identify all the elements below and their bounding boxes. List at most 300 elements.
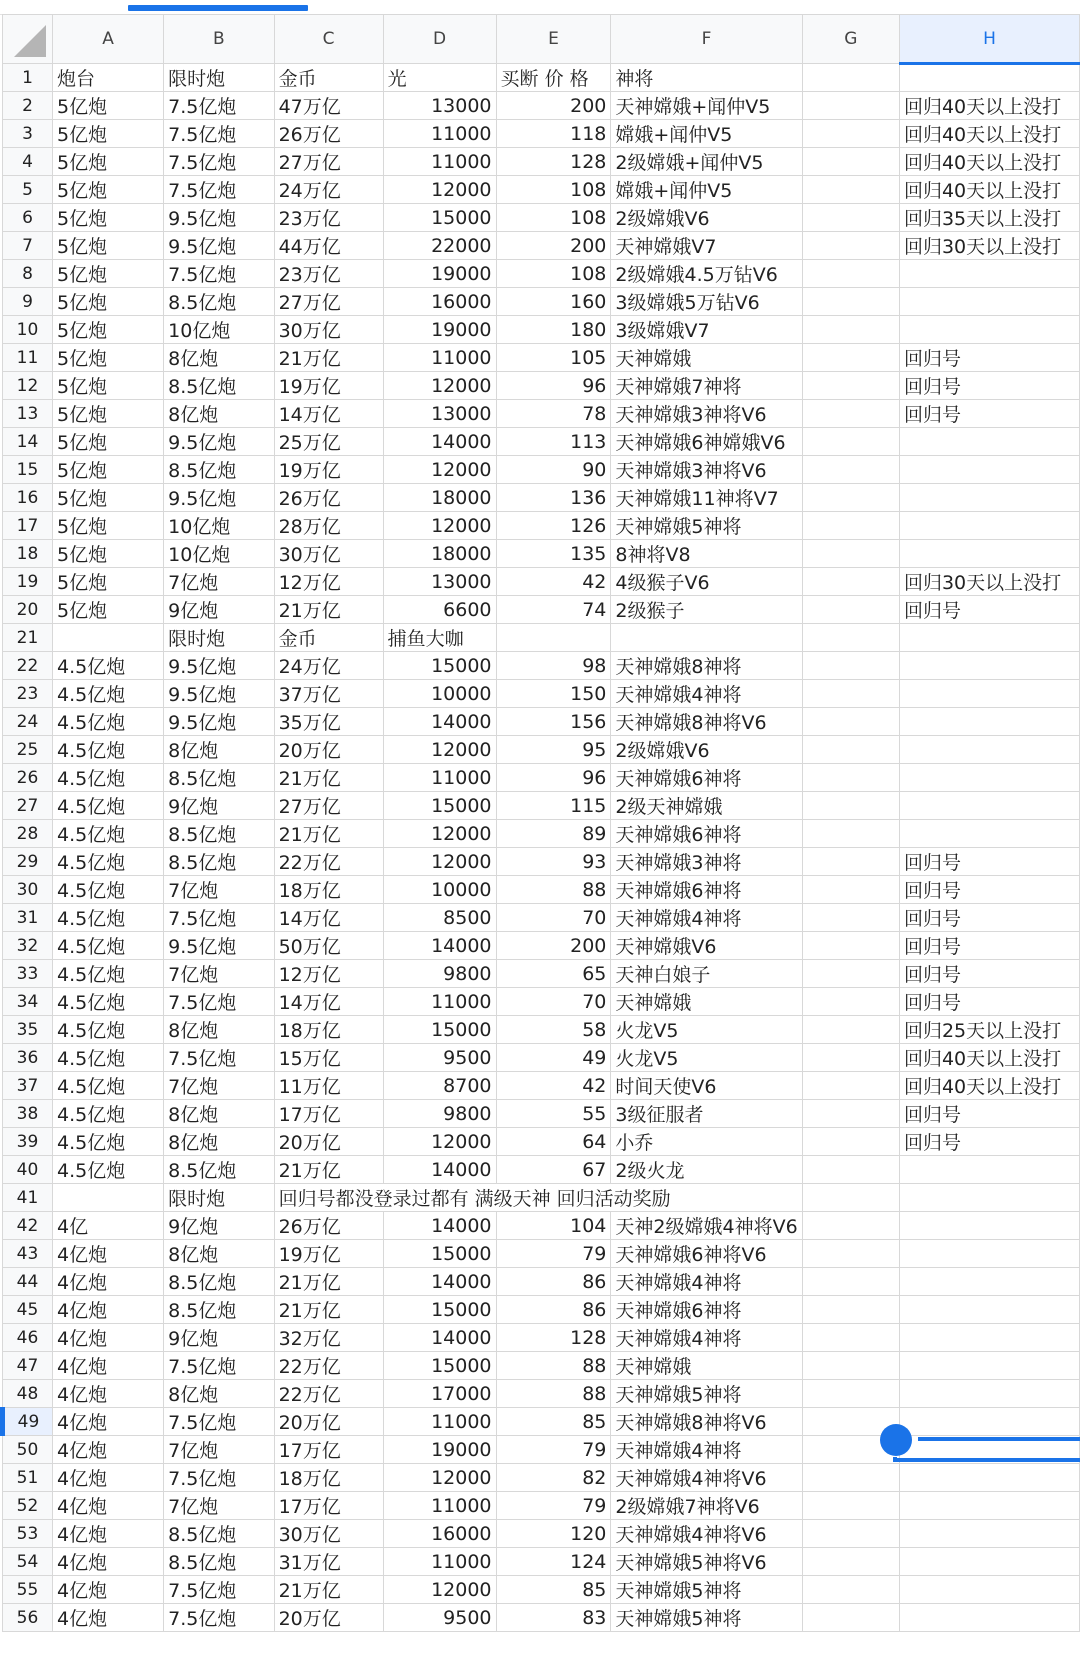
cell-e[interactable]: 78 (496, 400, 611, 428)
cell-b[interactable]: 9亿炮 (164, 1324, 274, 1352)
cell-g[interactable] (802, 932, 899, 960)
cell-f[interactable]: 天神嫦娥4神将 (611, 1324, 802, 1352)
row-header[interactable]: 9 (3, 288, 53, 316)
cell-g[interactable] (802, 344, 899, 372)
row-header[interactable]: 11 (3, 344, 53, 372)
row-header[interactable]: 18 (3, 540, 53, 568)
cell-h[interactable] (899, 1520, 1079, 1548)
cell-g[interactable] (802, 120, 899, 148)
cell-d[interactable]: 8500 (383, 904, 496, 932)
cell-f[interactable]: 天神嫦娥5神将V6 (611, 1548, 802, 1576)
cell-e[interactable]: 98 (496, 652, 611, 680)
cell-e[interactable]: 42 (496, 568, 611, 596)
cell-h[interactable] (899, 764, 1079, 792)
cell-f[interactable]: 天神嫦娥6神嫦娥V6 (611, 428, 802, 456)
cell-c[interactable]: 20万亿 (274, 1408, 383, 1436)
cell-b[interactable]: 9.5亿炮 (164, 932, 274, 960)
cell-f[interactable]: 天神嫦娥V6 (611, 932, 802, 960)
cell-f[interactable]: 2级嫦娥4.5万钻V6 (611, 260, 802, 288)
cell-f[interactable]: 2级猴子 (611, 596, 802, 624)
cell-c[interactable]: 26万亿 (274, 484, 383, 512)
cell-b[interactable]: 8.5亿炮 (164, 1520, 274, 1548)
cell-d[interactable]: 15000 (383, 1240, 496, 1268)
cell-d[interactable]: 15000 (383, 1016, 496, 1044)
cell-h[interactable] (899, 1408, 1079, 1436)
cell-g[interactable] (802, 1156, 899, 1184)
cell-b[interactable]: 8.5亿炮 (164, 288, 274, 316)
cell-h[interactable]: 回归40天以上没打 (899, 176, 1079, 204)
cell-f[interactable]: 2级嫦娥+闻仲V5 (611, 148, 802, 176)
row-header[interactable]: 14 (3, 428, 53, 456)
row-header[interactable]: 39 (3, 1128, 53, 1156)
cell-f[interactable]: 天神嫦娥11神将V7 (611, 484, 802, 512)
cell-c[interactable]: 20万亿 (274, 736, 383, 764)
cell-a[interactable]: 4亿炮 (52, 1352, 163, 1380)
cell-d[interactable]: 10000 (383, 876, 496, 904)
row-header[interactable]: 42 (3, 1212, 53, 1240)
cell-e[interactable]: 93 (496, 848, 611, 876)
cell-a[interactable]: 4亿炮 (52, 1324, 163, 1352)
cell-g[interactable] (802, 1492, 899, 1520)
cell-f[interactable]: 天神嫦娥 (611, 988, 802, 1016)
cell-b[interactable]: 7亿炮 (164, 1492, 274, 1520)
cell-a[interactable]: 4亿炮 (52, 1520, 163, 1548)
cell-f[interactable]: 2级火龙 (611, 1156, 802, 1184)
cell-d[interactable]: 14000 (383, 1156, 496, 1184)
cell-h[interactable]: 回归40天以上没打 (899, 1044, 1079, 1072)
cell-a[interactable]: 4.5亿炮 (52, 988, 163, 1016)
cell-h[interactable] (899, 512, 1079, 540)
cell-h[interactable]: 回归号 (899, 988, 1079, 1016)
cell-g[interactable] (802, 148, 899, 176)
cell-e[interactable]: 88 (496, 876, 611, 904)
cell-g[interactable] (802, 792, 899, 820)
cell-g[interactable] (802, 596, 899, 624)
cell-g[interactable] (802, 484, 899, 512)
cell-h[interactable] (899, 652, 1079, 680)
cell-f[interactable]: 3级嫦娥5万钻V6 (611, 288, 802, 316)
cell-c[interactable]: 14万亿 (274, 988, 383, 1016)
cell-d[interactable]: 光 (383, 64, 496, 92)
cell-d[interactable]: 15000 (383, 792, 496, 820)
cell-d[interactable]: 11000 (383, 988, 496, 1016)
cell-h[interactable]: 回归40天以上没打 (899, 1072, 1079, 1100)
cell-e[interactable]: 120 (496, 1520, 611, 1548)
cell-b[interactable]: 8亿炮 (164, 1240, 274, 1268)
cell-d[interactable]: 13000 (383, 92, 496, 120)
cell-g[interactable] (802, 372, 899, 400)
cell-b[interactable]: 8亿炮 (164, 1100, 274, 1128)
cell-h[interactable]: 回归号 (899, 596, 1079, 624)
cell-h[interactable] (899, 1604, 1079, 1632)
cell-a[interactable] (52, 1184, 163, 1212)
cell-f[interactable]: 天神嫦娥V7 (611, 232, 802, 260)
cell-b[interactable]: 7.5亿炮 (164, 1044, 274, 1072)
row-header[interactable]: 10 (3, 316, 53, 344)
cell-b[interactable]: 9.5亿炮 (164, 484, 274, 512)
cell-h[interactable] (899, 792, 1079, 820)
cell-b[interactable]: 8亿炮 (164, 736, 274, 764)
cell-g[interactable] (802, 960, 899, 988)
column-header-f[interactable]: F (611, 15, 802, 64)
cell-b[interactable]: 7亿炮 (164, 1436, 274, 1464)
cell-c[interactable]: 31万亿 (274, 1548, 383, 1576)
cell-c[interactable]: 19万亿 (274, 1240, 383, 1268)
cell-e[interactable]: 160 (496, 288, 611, 316)
cell-c[interactable]: 21万亿 (274, 1576, 383, 1604)
cell-a[interactable]: 4亿炮 (52, 1296, 163, 1324)
cell-a[interactable]: 4亿炮 (52, 1604, 163, 1632)
cell-b[interactable]: 8.5亿炮 (164, 372, 274, 400)
select-all-corner[interactable] (3, 15, 53, 64)
cell-a[interactable]: 4亿炮 (52, 1548, 163, 1576)
cell-d[interactable]: 14000 (383, 428, 496, 456)
row-header[interactable]: 49 (3, 1408, 53, 1436)
cell-c[interactable]: 12万亿 (274, 568, 383, 596)
row-header[interactable]: 31 (3, 904, 53, 932)
cell-b[interactable]: 7亿炮 (164, 960, 274, 988)
cell-f[interactable]: 天神嫦娥+闻仲V5 (611, 92, 802, 120)
cell-b[interactable]: 8亿炮 (164, 1380, 274, 1408)
cell-c[interactable]: 24万亿 (274, 652, 383, 680)
cell-g[interactable] (802, 1268, 899, 1296)
cell-d[interactable]: 12000 (383, 848, 496, 876)
cell-h[interactable] (899, 428, 1079, 456)
cell-g[interactable] (802, 1072, 899, 1100)
cell-f[interactable]: 8神将V8 (611, 540, 802, 568)
cell-a[interactable]: 4亿炮 (52, 1436, 163, 1464)
cell-d[interactable]: 12000 (383, 512, 496, 540)
row-header[interactable]: 1 (3, 64, 53, 92)
cell-e[interactable]: 79 (496, 1240, 611, 1268)
cell-h[interactable]: 回归40天以上没打 (899, 92, 1079, 120)
cell-d[interactable]: 11000 (383, 1548, 496, 1576)
cell-b[interactable]: 7亿炮 (164, 568, 274, 596)
cell-c[interactable]: 17万亿 (274, 1100, 383, 1128)
cell-h[interactable] (899, 456, 1079, 484)
cell-c[interactable]: 12万亿 (274, 960, 383, 988)
cell-a[interactable]: 4亿 (52, 1212, 163, 1240)
cell-f[interactable]: 神将 (611, 64, 802, 92)
cell-f[interactable]: 天神嫦娥5神将 (611, 1380, 802, 1408)
row-header[interactable]: 15 (3, 456, 53, 484)
cell-d[interactable]: 11000 (383, 344, 496, 372)
cell-c[interactable]: 21万亿 (274, 1268, 383, 1296)
cell-h[interactable] (899, 736, 1079, 764)
cell-c[interactable]: 24万亿 (274, 176, 383, 204)
cell-c[interactable]: 23万亿 (274, 204, 383, 232)
cell-h[interactable] (899, 1240, 1079, 1268)
cell-g[interactable] (802, 204, 899, 232)
cell-a[interactable]: 4.5亿炮 (52, 792, 163, 820)
cell-c[interactable]: 17万亿 (274, 1492, 383, 1520)
cell-h[interactable] (899, 1184, 1079, 1212)
cell-e[interactable]: 135 (496, 540, 611, 568)
cell-g[interactable] (802, 540, 899, 568)
cell-b[interactable]: 8.5亿炮 (164, 1156, 274, 1184)
cell-a[interactable]: 4.5亿炮 (52, 1016, 163, 1044)
cell-d[interactable]: 11000 (383, 764, 496, 792)
cell-f[interactable]: 3级征服者 (611, 1100, 802, 1128)
cell-f[interactable]: 天神嫦娥8神将V6 (611, 1408, 802, 1436)
cell-a[interactable]: 4.5亿炮 (52, 1044, 163, 1072)
cell-b[interactable]: 限时炮 (164, 624, 274, 652)
cell-h[interactable] (899, 1268, 1079, 1296)
cell-h[interactable] (899, 1492, 1079, 1520)
cell-c[interactable]: 18万亿 (274, 1016, 383, 1044)
cell-a[interactable]: 4.5亿炮 (52, 708, 163, 736)
cell-d[interactable]: 19000 (383, 316, 496, 344)
cell-c[interactable]: 14万亿 (274, 904, 383, 932)
cell-a[interactable]: 4亿炮 (52, 1408, 163, 1436)
row-header[interactable]: 5 (3, 176, 53, 204)
cell-c[interactable]: 27万亿 (274, 792, 383, 820)
cell-c[interactable]: 15万亿 (274, 1044, 383, 1072)
cell-e[interactable]: 83 (496, 1604, 611, 1632)
row-header[interactable]: 56 (3, 1604, 53, 1632)
cell-a[interactable]: 4.5亿炮 (52, 736, 163, 764)
cell-h[interactable]: 回归号 (899, 904, 1079, 932)
cell-e[interactable]: 128 (496, 148, 611, 176)
cell-a[interactable]: 4亿炮 (52, 1492, 163, 1520)
row-header[interactable]: 12 (3, 372, 53, 400)
row-header[interactable]: 40 (3, 1156, 53, 1184)
cell-e[interactable]: 74 (496, 596, 611, 624)
cell-b[interactable]: 9.5亿炮 (164, 204, 274, 232)
cell-d[interactable]: 12000 (383, 372, 496, 400)
cell-f[interactable]: 2级嫦娥V6 (611, 736, 802, 764)
cell-d[interactable]: 19000 (383, 260, 496, 288)
cell-a[interactable]: 5亿炮 (52, 456, 163, 484)
cell-g[interactable] (802, 316, 899, 344)
row-header[interactable]: 38 (3, 1100, 53, 1128)
cell-f[interactable]: 天神嫦娥6神将 (611, 820, 802, 848)
cell-g[interactable] (802, 232, 899, 260)
cell-c[interactable]: 22万亿 (274, 848, 383, 876)
cell-a[interactable]: 5亿炮 (52, 92, 163, 120)
selection-drag-handle[interactable] (880, 1424, 912, 1456)
cell-d[interactable]: 15000 (383, 1352, 496, 1380)
row-header[interactable]: 20 (3, 596, 53, 624)
cell-g[interactable] (802, 176, 899, 204)
cell-b[interactable]: 10亿炮 (164, 540, 274, 568)
cell-g[interactable] (802, 428, 899, 456)
row-header[interactable]: 43 (3, 1240, 53, 1268)
cell-h[interactable]: 回归号 (899, 372, 1079, 400)
cell-g[interactable] (802, 1324, 899, 1352)
cell-b[interactable]: 7.5亿炮 (164, 148, 274, 176)
cell-f[interactable]: 天神2级嫦娥4神将V6 (611, 1212, 802, 1240)
cell-h[interactable]: 回归号 (899, 400, 1079, 428)
cell-f[interactable]: 天神嫦娥7神将 (611, 372, 802, 400)
cell-g[interactable] (802, 1380, 899, 1408)
cell-e[interactable]: 55 (496, 1100, 611, 1128)
cell-g[interactable] (802, 1044, 899, 1072)
cell-c[interactable]: 14万亿 (274, 400, 383, 428)
cell-g[interactable] (802, 876, 899, 904)
row-header[interactable]: 24 (3, 708, 53, 736)
cell-a[interactable]: 5亿炮 (52, 372, 163, 400)
cell-e[interactable]: 156 (496, 708, 611, 736)
cell-b[interactable]: 9亿炮 (164, 596, 274, 624)
row-header[interactable]: 21 (3, 624, 53, 652)
row-header[interactable]: 44 (3, 1268, 53, 1296)
cell-b[interactable]: 8.5亿炮 (164, 1296, 274, 1324)
row-header[interactable]: 26 (3, 764, 53, 792)
cell-f[interactable]: 火龙V5 (611, 1016, 802, 1044)
cell-a[interactable]: 4.5亿炮 (52, 960, 163, 988)
cell-h[interactable]: 回归35天以上没打 (899, 204, 1079, 232)
cell-f[interactable]: 天神嫦娥4神将 (611, 1436, 802, 1464)
cell-e[interactable]: 200 (496, 92, 611, 120)
cell-a[interactable]: 5亿炮 (52, 484, 163, 512)
cell-e[interactable]: 95 (496, 736, 611, 764)
cell-a[interactable]: 炮台 (52, 64, 163, 92)
cell-e[interactable]: 86 (496, 1296, 611, 1324)
cell-g[interactable] (802, 736, 899, 764)
cell-c[interactable]: 20万亿 (274, 1128, 383, 1156)
cell-c[interactable]: 27万亿 (274, 148, 383, 176)
cell-c[interactable]: 37万亿 (274, 680, 383, 708)
cell-c[interactable]: 30万亿 (274, 1520, 383, 1548)
cell-a[interactable]: 4.5亿炮 (52, 1072, 163, 1100)
cell-c[interactable]: 27万亿 (274, 288, 383, 316)
cell-b[interactable]: 8亿炮 (164, 400, 274, 428)
cell-a[interactable]: 5亿炮 (52, 288, 163, 316)
cell-g[interactable] (802, 288, 899, 316)
cell-a[interactable] (52, 624, 163, 652)
cell-a[interactable]: 5亿炮 (52, 596, 163, 624)
row-header[interactable]: 55 (3, 1576, 53, 1604)
cell-h[interactable] (899, 288, 1079, 316)
cell-a[interactable]: 5亿炮 (52, 120, 163, 148)
cell-c[interactable]: 47万亿 (274, 92, 383, 120)
cell-a[interactable]: 5亿炮 (52, 568, 163, 596)
cell-e[interactable]: 108 (496, 204, 611, 232)
cell-h[interactable] (899, 64, 1079, 92)
cell-b[interactable]: 8亿炮 (164, 344, 274, 372)
cell-a[interactable]: 4亿炮 (52, 1240, 163, 1268)
column-header-h[interactable]: H (899, 15, 1079, 64)
cell-a[interactable]: 5亿炮 (52, 148, 163, 176)
cell-c[interactable]: 25万亿 (274, 428, 383, 456)
cell-b[interactable]: 7.5亿炮 (164, 988, 274, 1016)
row-header[interactable]: 45 (3, 1296, 53, 1324)
cell-h[interactable]: 回归30天以上没打 (899, 568, 1079, 596)
cell-d[interactable]: 12000 (383, 176, 496, 204)
cell-d[interactable]: 14000 (383, 1324, 496, 1352)
cell-e[interactable]: 买断 价 格 (496, 64, 611, 92)
cell-h[interactable]: 回归号 (899, 932, 1079, 960)
cell-d[interactable]: 11000 (383, 1492, 496, 1520)
cell-e[interactable]: 126 (496, 512, 611, 540)
cell-f[interactable]: 天神嫦娥 (611, 344, 802, 372)
row-header[interactable]: 54 (3, 1548, 53, 1576)
cell-a[interactable]: 5亿炮 (52, 428, 163, 456)
cell-e[interactable]: 42 (496, 1072, 611, 1100)
cell-b[interactable]: 8.5亿炮 (164, 1548, 274, 1576)
cell-a[interactable]: 5亿炮 (52, 176, 163, 204)
cell-g[interactable] (802, 764, 899, 792)
cell-a[interactable]: 4.5亿炮 (52, 680, 163, 708)
cell-d[interactable]: 捕鱼大咖 (383, 624, 496, 652)
cell-g[interactable] (802, 456, 899, 484)
cell-e[interactable]: 104 (496, 1212, 611, 1240)
cell-e[interactable]: 70 (496, 988, 611, 1016)
cell-c[interactable]: 回归号都没登录过都有 满级天神 回归活动奖励 (274, 1184, 802, 1212)
cell-d[interactable]: 14000 (383, 932, 496, 960)
cell-c[interactable]: 21万亿 (274, 764, 383, 792)
cell-h[interactable]: 回归25天以上没打 (899, 1016, 1079, 1044)
cell-a[interactable]: 4亿炮 (52, 1464, 163, 1492)
cell-h[interactable] (899, 624, 1079, 652)
cell-e[interactable]: 85 (496, 1576, 611, 1604)
cell-b[interactable]: 7.5亿炮 (164, 1352, 274, 1380)
row-header[interactable]: 48 (3, 1380, 53, 1408)
cell-b[interactable]: 10亿炮 (164, 512, 274, 540)
cell-c[interactable]: 21万亿 (274, 596, 383, 624)
cell-c[interactable]: 26万亿 (274, 120, 383, 148)
cell-h[interactable] (899, 1156, 1079, 1184)
cell-d[interactable]: 10000 (383, 680, 496, 708)
cell-e[interactable]: 136 (496, 484, 611, 512)
cell-f[interactable]: 天神嫦娥6神将 (611, 876, 802, 904)
cell-h[interactable] (899, 820, 1079, 848)
cell-b[interactable]: 限时炮 (164, 1184, 274, 1212)
cell-a[interactable]: 5亿炮 (52, 540, 163, 568)
cell-e[interactable]: 82 (496, 1464, 611, 1492)
cell-e[interactable]: 150 (496, 680, 611, 708)
column-header-e[interactable]: E (496, 15, 611, 64)
column-header-b[interactable]: B (164, 15, 274, 64)
cell-e[interactable]: 118 (496, 120, 611, 148)
cell-e[interactable]: 64 (496, 1128, 611, 1156)
cell-g[interactable] (802, 1212, 899, 1240)
cell-e[interactable]: 90 (496, 456, 611, 484)
cell-c[interactable]: 11万亿 (274, 1072, 383, 1100)
cell-g[interactable] (802, 64, 899, 92)
cell-e[interactable]: 88 (496, 1380, 611, 1408)
cell-g[interactable] (802, 1128, 899, 1156)
cell-a[interactable]: 4亿炮 (52, 1268, 163, 1296)
row-header[interactable]: 23 (3, 680, 53, 708)
cell-f[interactable]: 天神嫦娥3神将V6 (611, 400, 802, 428)
cell-h[interactable]: 回归号 (899, 876, 1079, 904)
cell-a[interactable]: 4.5亿炮 (52, 932, 163, 960)
cell-e[interactable] (496, 624, 611, 652)
cell-g[interactable] (802, 92, 899, 120)
cell-e[interactable]: 96 (496, 764, 611, 792)
cell-a[interactable]: 4.5亿炮 (52, 1100, 163, 1128)
cell-c[interactable]: 19万亿 (274, 372, 383, 400)
cell-c[interactable]: 19万亿 (274, 456, 383, 484)
cell-f[interactable]: 2级嫦娥V6 (611, 204, 802, 232)
cell-g[interactable] (802, 1240, 899, 1268)
cell-g[interactable] (802, 1604, 899, 1632)
cell-c[interactable]: 22万亿 (274, 1352, 383, 1380)
cell-f[interactable]: 嫦娥+闻仲V5 (611, 176, 802, 204)
row-header[interactable]: 28 (3, 820, 53, 848)
row-header[interactable]: 46 (3, 1324, 53, 1352)
cell-f[interactable]: 天神嫦娥6神将V6 (611, 1240, 802, 1268)
cell-c[interactable]: 35万亿 (274, 708, 383, 736)
cell-e[interactable]: 108 (496, 260, 611, 288)
cell-b[interactable]: 9亿炮 (164, 1212, 274, 1240)
cell-b[interactable]: 9.5亿炮 (164, 708, 274, 736)
cell-e[interactable]: 115 (496, 792, 611, 820)
cell-d[interactable]: 16000 (383, 288, 496, 316)
cell-e[interactable]: 79 (496, 1492, 611, 1520)
